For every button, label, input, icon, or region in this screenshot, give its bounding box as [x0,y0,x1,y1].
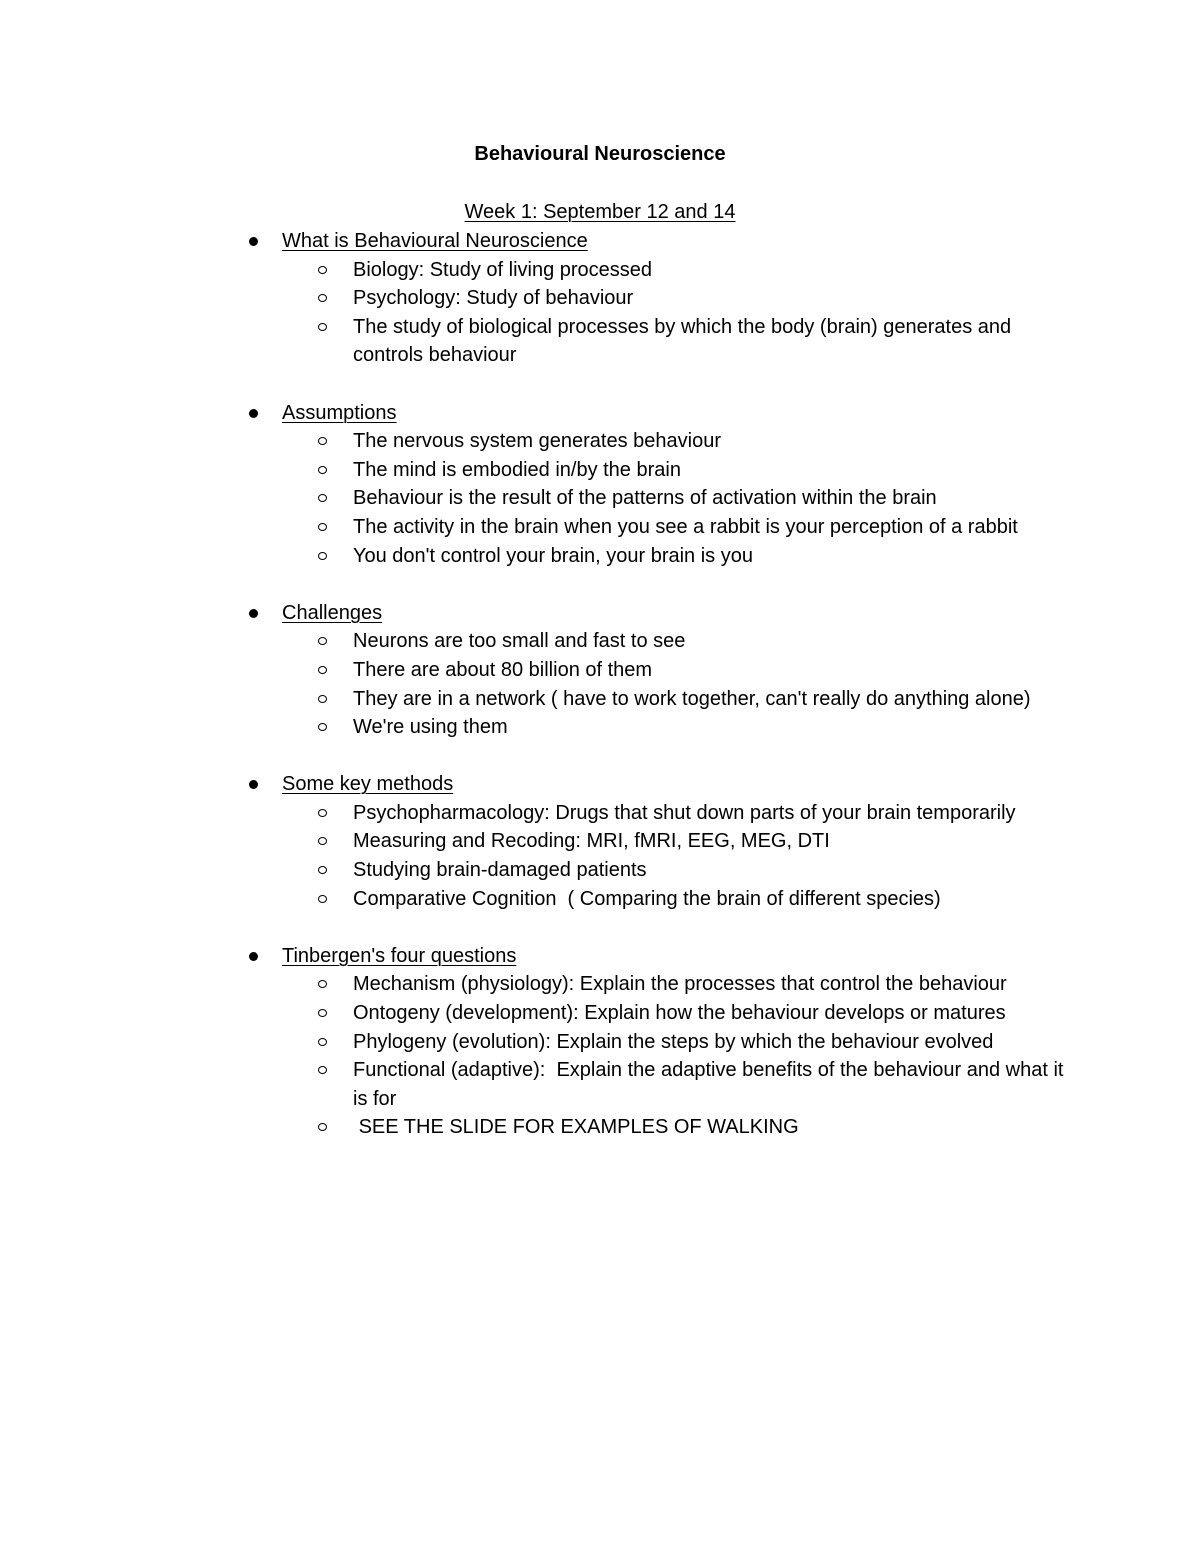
hollow-circle-bullet-icon [318,323,327,331]
bullet-dot-icon [249,409,258,418]
document-title: Behavioural Neuroscience [474,143,726,165]
list-item-text: SEE THE SLIDE FOR EXAMPLES OF WALKING [353,1116,799,1139]
week-heading: Week 1: September 12 and 14 [464,201,736,223]
list-item [0,513,1073,542]
list-item-text: Behaviour is the result of the patterns of activation within the brain [353,487,937,510]
list-item-text: The mind is embodied in/by the brain [353,458,681,481]
hollow-circle-bullet-icon [318,1038,327,1046]
hollow-circle-bullet-icon [318,695,327,703]
bullet-dot-icon [249,609,258,618]
sub-bullet-list [0,256,1200,370]
section [0,227,1200,370]
list-item [0,885,1073,914]
hollow-circle-bullet-icon [318,523,327,531]
section-heading: Challenges [282,601,383,624]
list-item [0,713,1073,742]
list-item-text: There are about 80 billion of them [353,658,653,681]
section-heading-row [0,399,1200,428]
hollow-circle-bullet-icon [318,866,327,874]
list-item-text: They are in a network ( have to work together, can't really do anything alone) [353,687,1031,710]
bullet-dot-icon [249,237,258,246]
list-item-text: Comparative Cognition ( Comparing the brain of different species) [353,887,941,910]
list-item-text: Psychology: Study of behaviour [353,287,634,310]
section [0,399,1200,571]
hollow-circle-bullet-icon [318,552,327,560]
list-item-text: You don't control your brain, your brain is you [353,544,753,567]
list-item [0,484,1073,513]
list-item-text: Measuring and Recoding: MRI, fMRI, EEG, MEG, DTI [353,830,830,853]
list-item-text: Ontogeny (development): Explain how the behaviour develops or matures [353,1002,1006,1025]
hollow-circle-bullet-icon [318,637,327,645]
hollow-circle-bullet-icon [318,837,327,845]
list-item [0,427,1073,456]
sub-bullet-list [0,799,1200,913]
hollow-circle-bullet-icon [318,723,327,731]
document-subtitle [0,199,1200,225]
bullet-dot-icon [249,952,258,961]
list-item [0,656,1073,685]
list-item-text: Mechanism (physiology): Explain the processes that control the behaviour [353,973,1007,996]
list-item [0,999,1073,1028]
hollow-circle-bullet-icon [318,494,327,502]
bullet-dot-icon [249,780,258,789]
list-item [0,456,1073,485]
section-heading: What is Behavioural Neuroscience [282,230,588,252]
hollow-circle-bullet-icon [318,466,327,474]
list-item-text: We're using them [353,716,508,739]
list-item-text: The study of biological processes by which the body (brain) generates and controls behaviour [353,315,1017,367]
list-item [0,799,1073,828]
list-item-text: Psychopharmacology: Drugs that shut down parts of your brain temporarily [353,801,1016,824]
section [0,770,1200,913]
section-heading: Assumptions [282,401,397,424]
sections-list [0,227,1200,1171]
hollow-circle-bullet-icon [318,1123,327,1131]
section-heading-row [0,227,1200,256]
sub-bullet-list [0,970,1200,1142]
list-item-text: The activity in the brain when you see a rabbit is your perception of a rabbit [353,515,1018,538]
section-heading: Tinbergen's four questions [282,944,517,967]
list-item [0,827,1073,856]
hollow-circle-bullet-icon [318,809,327,817]
sub-bullet-list [0,627,1200,741]
list-item-text: Studying brain-damaged patients [353,859,647,882]
section-heading-row [0,770,1200,799]
list-item-text: Neurons are too small and fast to see [353,630,686,653]
hollow-circle-bullet-icon [318,1066,327,1074]
list-item-text: Phylogeny (evolution): Explain the steps by which the behaviour evolved [353,1030,994,1053]
list-item-text: The nervous system generates behaviour [353,430,721,453]
list-item [0,627,1073,656]
hollow-circle-bullet-icon [318,437,327,445]
list-item [0,1056,1073,1113]
list-item [0,1028,1073,1057]
hollow-circle-bullet-icon [318,294,327,302]
hollow-circle-bullet-icon [318,266,327,274]
hollow-circle-bullet-icon [318,895,327,903]
list-item [0,542,1073,571]
section [0,599,1200,742]
list-item-text: Biology: Study of living processed [353,258,653,281]
section-heading-row [0,942,1200,971]
list-item [0,970,1073,999]
hollow-circle-bullet-icon [318,980,327,988]
list-item [0,685,1073,714]
list-item [0,256,1073,285]
list-item-text: Functional (adaptive): Explain the adaptive benefits of the behaviour and what it is for [353,1059,1070,1110]
hollow-circle-bullet-icon [318,666,327,674]
section [0,942,1200,1142]
list-item [0,313,1073,370]
sub-bullet-list [0,427,1200,570]
section-heading: Some key methods [282,773,454,796]
hollow-circle-bullet-icon [318,1009,327,1017]
list-item [0,856,1073,885]
list-item [0,284,1073,313]
section-heading-row [0,599,1200,628]
list-item [0,1113,1073,1142]
